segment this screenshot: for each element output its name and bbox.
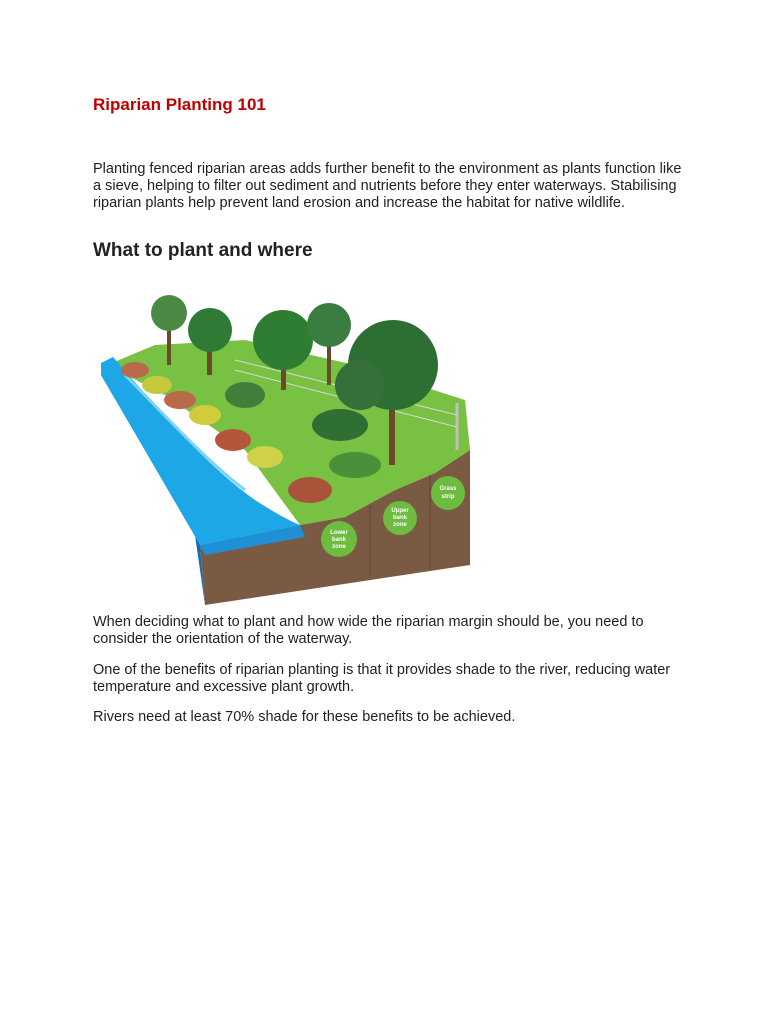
zone-badge-upper — [383, 501, 417, 535]
svg-text:bank: bank — [392, 515, 408, 521]
svg-text:zone: zone — [393, 522, 407, 528]
zone-badge-lower — [321, 521, 357, 557]
svg-text:zone: zone — [332, 544, 346, 550]
svg-text:strip: strip — [441, 494, 455, 500]
svg-text:Lower: Lower — [330, 530, 348, 536]
zone-badge-grass — [431, 476, 465, 510]
riparian-diagram — [95, 285, 485, 610]
svg-text:bank: bank — [331, 537, 347, 543]
body-paragraph-2: One of the benefits of riparian planting is that it provides shade to the river, reducing water temperature and excessive plant growth. — [93, 662, 671, 695]
body-paragraph-1: When deciding what to plant and how wide the riparian margin should be, you need to consider the orientation of the waterway. — [93, 614, 644, 647]
svg-text:Grass: Grass — [439, 486, 457, 492]
section-heading: What to plant and where — [93, 240, 313, 261]
intro-paragraph: Planting fenced riparian areas adds further benefit to the environment as plants function like a sieve, helping to filter out sediment and nutrients before they enter waterways. Stabilising riparian plants help prevent land erosion and increase the habitat for native wildlife. — [93, 161, 682, 211]
body-paragraph-3: Rivers need at least 70% shade for these benefits to be achieved. — [93, 709, 516, 725]
svg-text:Upper: Upper — [391, 508, 409, 514]
page-title: Riparian Planting 101 — [93, 95, 266, 114]
riparian-zones-illustration — [95, 285, 485, 610]
